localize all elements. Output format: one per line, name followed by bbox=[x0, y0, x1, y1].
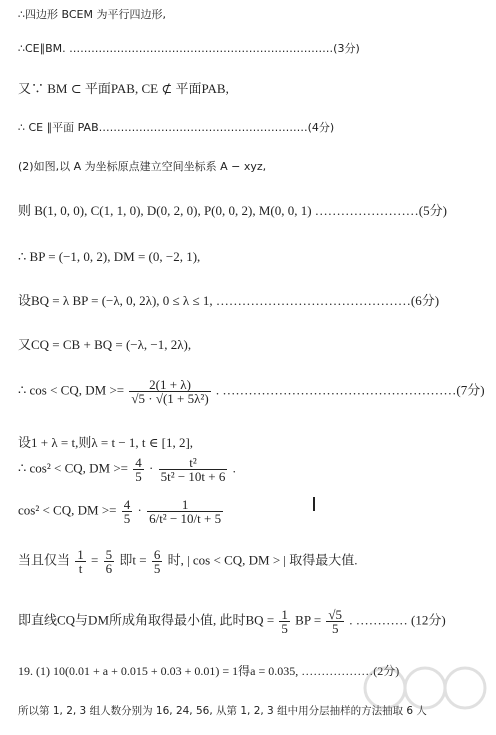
cos2-dot: · bbox=[149, 460, 154, 476]
min-frac-a-den: 5 bbox=[281, 621, 288, 636]
line-q19-frequency: 19. (1) 10(0.01 + a + 0.015 + 0.03 + 0.01) = 1得a = 0.035, ………………(2分) bbox=[18, 664, 400, 678]
cos2-frac-a-num: 4 bbox=[135, 455, 142, 470]
line-min-angle bbox=[18, 608, 446, 635]
cos2-frac-b bbox=[159, 456, 228, 483]
min-frac-b-den: 5 bbox=[331, 621, 339, 636]
min-suffix: . ………… (12分) bbox=[349, 612, 446, 628]
cos2-prefix: ∴ cos² < CQ, DM >= bbox=[18, 460, 128, 476]
cond-frac-c bbox=[152, 548, 163, 575]
cond-prefix: 当且仅当 bbox=[18, 552, 71, 568]
cond-frac-a-den: t bbox=[78, 561, 83, 576]
cond-frac-c-den: 5 bbox=[153, 561, 161, 576]
cos2-frac-b-den: 5t² − 10t + 6 bbox=[160, 469, 226, 484]
cond-frac-c-num: 6 bbox=[153, 547, 161, 562]
line-cos-squared-t bbox=[18, 456, 236, 483]
watermark-logo bbox=[360, 660, 490, 715]
cos2-suffix: . bbox=[232, 460, 236, 476]
cos2b-frac-b bbox=[147, 498, 223, 525]
cond-frac-a bbox=[75, 548, 86, 575]
cond-suffix: 时, | cos < CQ, DM > | 取得最大值. bbox=[167, 552, 358, 568]
min-frac-a-num: 1 bbox=[281, 607, 288, 622]
cos-suffix: . ………………………………………………(7分) bbox=[215, 382, 485, 398]
cos2b-frac-a-num: 4 bbox=[123, 497, 131, 512]
cond-eq: = bbox=[91, 552, 99, 568]
cond-frac-b bbox=[104, 548, 115, 575]
cos2b-frac-a-den: 5 bbox=[123, 511, 131, 526]
line-ce-parallel-bm: ∴CE∥BM. ………………………………………………………………(3分) bbox=[18, 42, 360, 55]
min-frac-b bbox=[326, 608, 344, 635]
line-cos-cq-dm bbox=[18, 378, 485, 405]
cos2b-prefix: cos² < CQ, DM >= bbox=[18, 502, 117, 518]
cond-frac-a-num: 1 bbox=[77, 547, 84, 562]
min-mid: BP = bbox=[295, 612, 322, 628]
cos-denominator: √5 · √(1 + 5λ²) bbox=[131, 391, 209, 406]
min-prefix: 即直线CQ与DM所成角取得最小值, 此时BQ = bbox=[18, 612, 275, 628]
cond-frac-b-num: 5 bbox=[105, 547, 113, 562]
cond-mid: 即t = bbox=[119, 552, 147, 568]
line-bm-in-plane: 又∵ BM ⊂ 平面PAB, CE ⊄ 平面PAB, bbox=[18, 81, 229, 96]
line-points: 则 B(1, 0, 0), C(1, 1, 0), D(0, 2, 0), P(0, 0, 2), M(0, 0, 1) ……………………(5分) bbox=[18, 203, 447, 218]
line-ce-parallel-plane: ∴ CE ∥平面 PAB…………………………………………………(4分) bbox=[18, 121, 335, 134]
cos2b-frac-b-den: 6/t² − 10/t + 5 bbox=[149, 511, 222, 526]
line-vector-bq: 设BQ = λ BP = (−λ, 0, 2λ), 0 ≤ λ ≤ 1, ………………………………………(6分) bbox=[18, 293, 440, 308]
min-frac-b-num: √5 bbox=[328, 607, 343, 622]
line-vector-cq: 又CQ = CB + BQ = (−λ, −1, 2λ), bbox=[18, 337, 192, 352]
cond-frac-b-den: 6 bbox=[105, 561, 113, 576]
cos2-frac-b-num: t² bbox=[159, 456, 228, 470]
min-frac-a bbox=[279, 608, 290, 635]
cos2b-frac-b-num: 1 bbox=[147, 498, 223, 512]
line-equality-condition bbox=[18, 548, 358, 575]
cos-numerator: 2(1 + λ) bbox=[129, 378, 210, 392]
line-parallelogram: ∴四边形 BCEM 为平行四边形, bbox=[18, 8, 166, 21]
text-cursor bbox=[313, 497, 315, 511]
cos2b-frac-a bbox=[122, 498, 133, 525]
line-q19-groups: 所以第 1, 2, 3 组人数分别为 16, 24, 56, 从第 1, 2, 3 组中用分层抽样的方法抽取 6 人 bbox=[18, 705, 427, 717]
line-cos-squared-reciprocal bbox=[18, 498, 225, 525]
line-vectors-bp-dm: ∴ BP = (−1, 0, 2), DM = (0, −2, 1), bbox=[18, 249, 201, 264]
cos-fraction bbox=[129, 378, 210, 405]
cos-prefix: ∴ cos < CQ, DM >= bbox=[18, 382, 125, 398]
line-coordinate-system: (2)如图,以 A 为坐标原点建立空间坐标系 A − xyz, bbox=[18, 160, 267, 173]
cos2-frac-a-den: 5 bbox=[135, 469, 142, 484]
cos2b-dot: · bbox=[137, 502, 142, 518]
line-substitution: 设1 + λ = t,则λ = t − 1, t ∈ [1, 2], bbox=[18, 435, 194, 450]
cos2-frac-a bbox=[133, 456, 144, 483]
